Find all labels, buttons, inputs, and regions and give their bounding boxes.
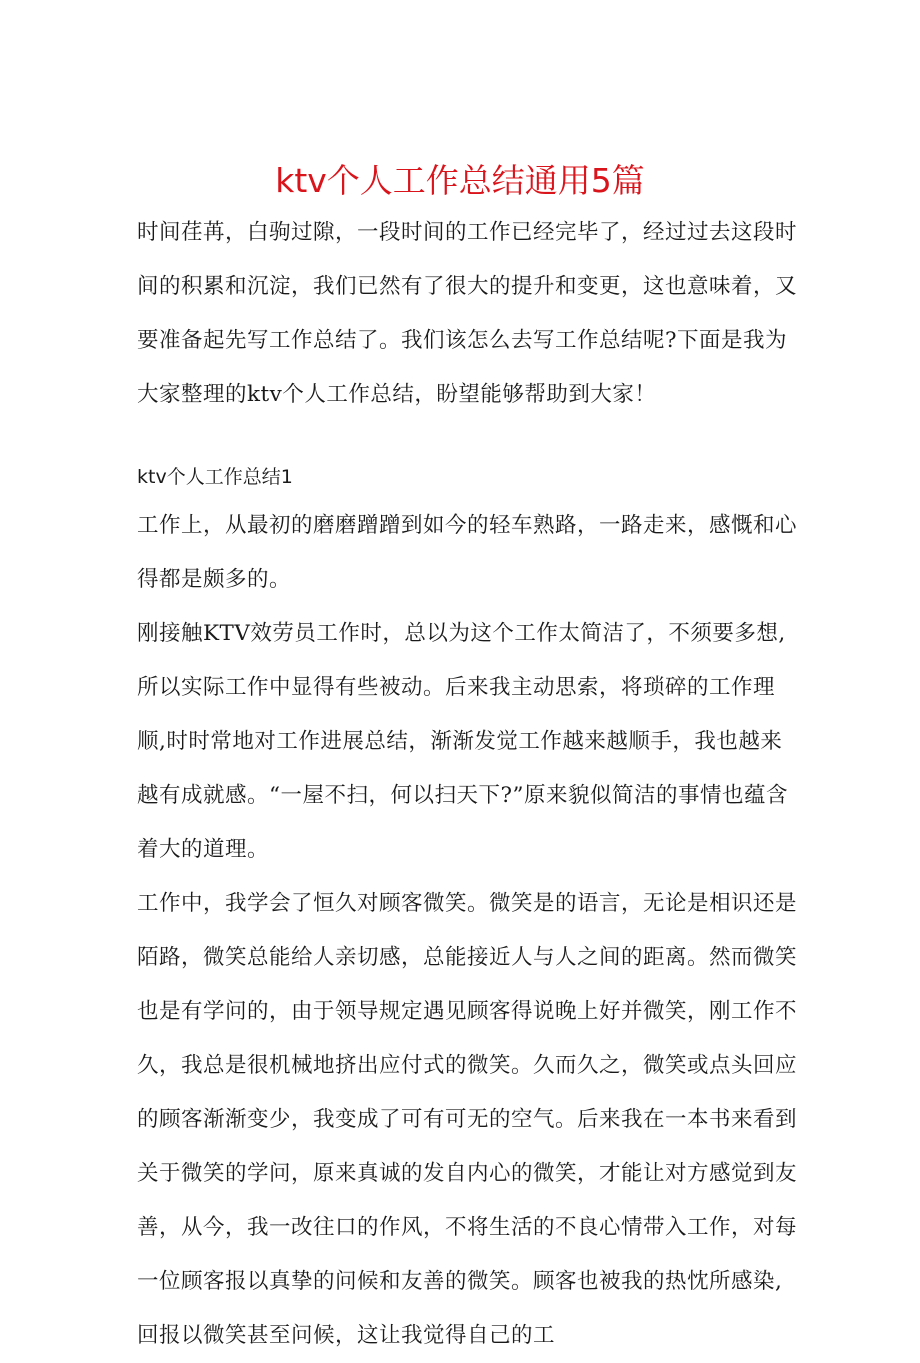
section-content (137, 499, 797, 1363)
intro-paragraph (137, 206, 797, 422)
section-heading: ktv个人工作总结1 (137, 466, 293, 488)
document-title: ktv个人工作总结通用5篇 (275, 161, 645, 201)
body-paragraph: 工作中，我学会了恒久对顾客微笑。微笑是的语言，无论是相识还是陌路，微笑总能给人亲切感，总能接近人与人之间的距离。然而微笑也是有学问的，由于领导规定遇见顾客得说晚上好并微笑，刚工作不久，我总是很机械地挤出应付式的微笑。久而久之，微笑或点头回应的顾客渐渐变少，我变成了可有可无的空气。后来我在一本书来看到关于微笑的学问，原来真诚的发自内心的微笑，才能让对方感觉到友善，从今，我一改往口的作风，不将生活的不良心情带入工作，对每一位顾客报以真挚的问候和友善的微笑。顾客也被我的热忱所感染,回报以微笑甚至问候，这让我觉得自己的工 (137, 891, 798, 1348)
intro-text: 时间荏苒，白驹过隙，一段时间的工作已经完毕了，经过过去这段时间的积累和沉淀，我们已然有了很大的提升和变更，这也意味着，又要准备起先写工作总结了。我们该怎么去写工作总结呢?下面是我为大家整理的ktv个人工作总结，盼望能够帮助到大家！ (137, 220, 798, 407)
body-paragraph: 刚接触KTV效劳员工作时，总以为这个工作太简洁了，不须要多想,所以实际工作中显得有些被动。后来我主动思索，将琐碎的工作理顺,时时常地对工作进展总结，渐渐发觉工作越来越顺手，我也越来越有成就感。“一屋不扫，何以扫天下?”原来貌似简洁的事情也蕴含着大的道理。 (137, 621, 789, 862)
body-paragraph: 工作上，从最初的磨磨蹭蹭到如今的轻车熟路，一路走来，感慨和心得都是颇多的。 (137, 513, 798, 592)
